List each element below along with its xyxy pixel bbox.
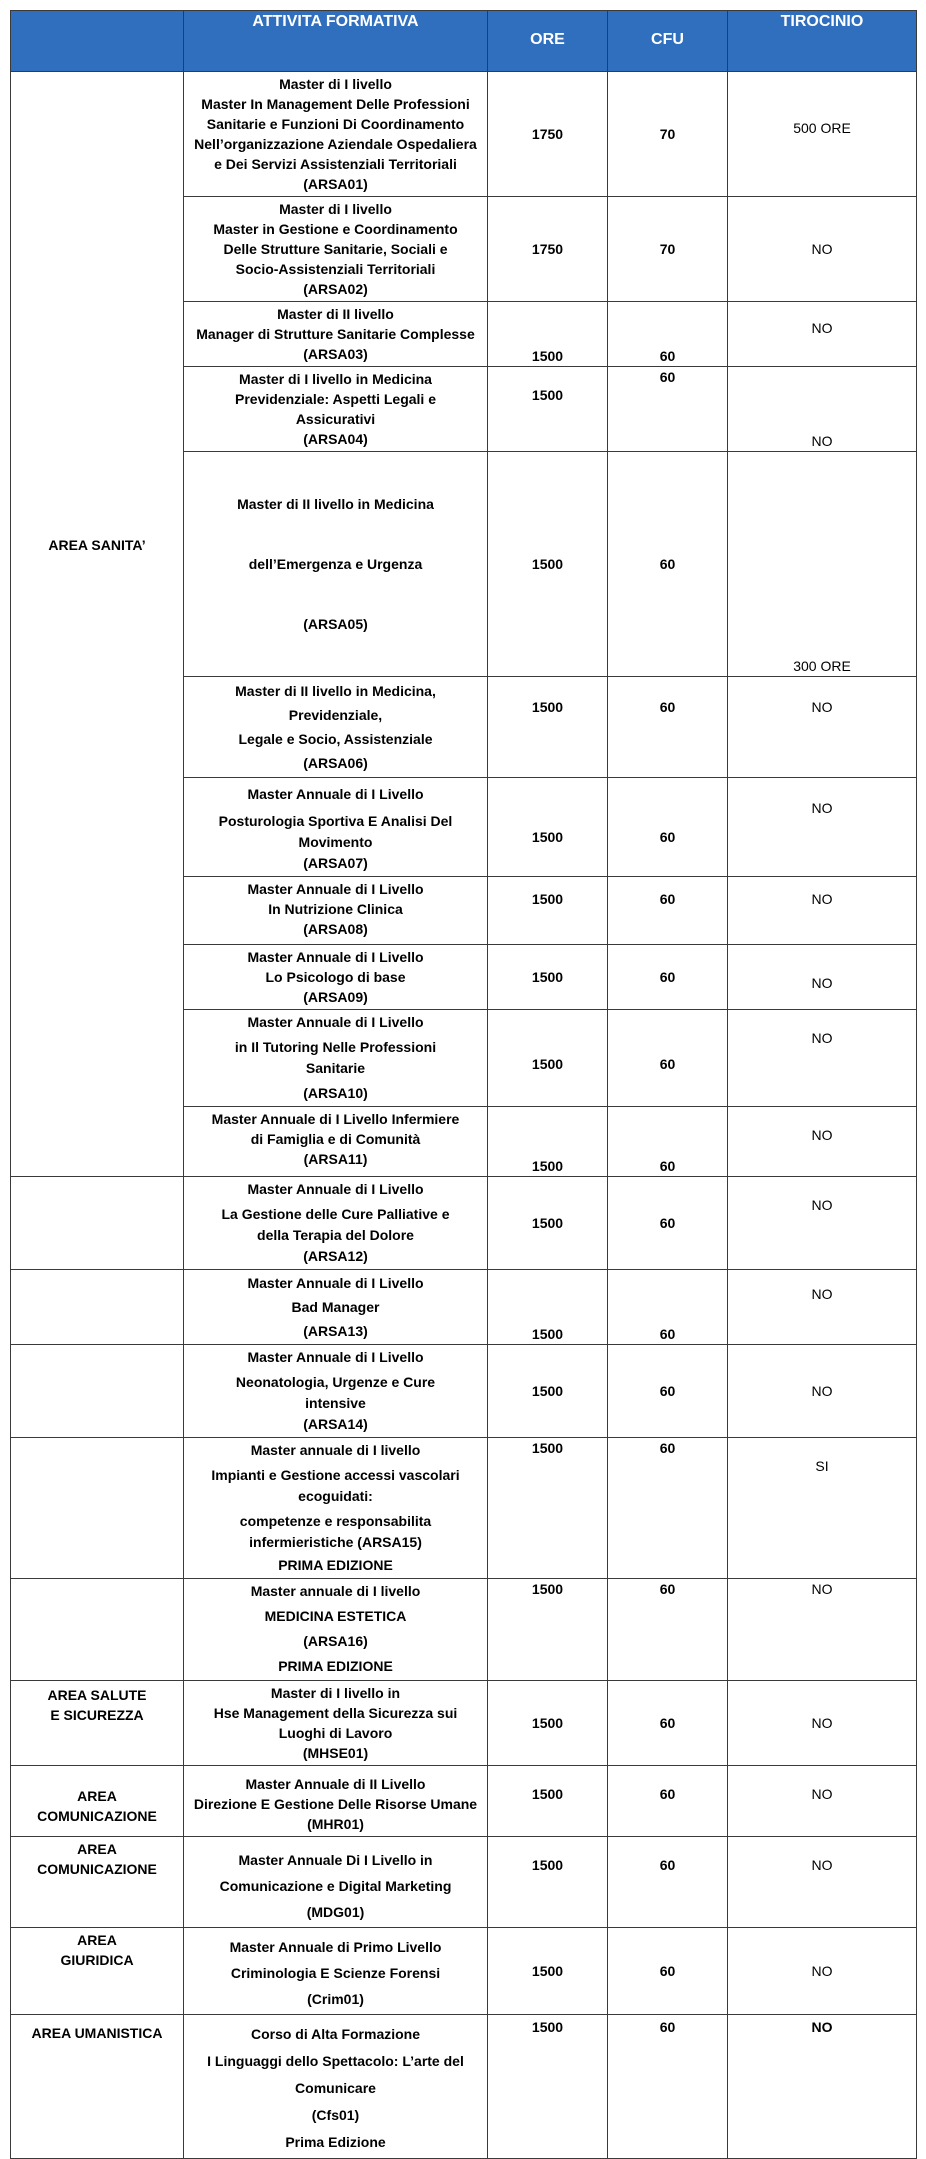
activity-cell: [184, 1579, 488, 1681]
activity-line: Master in Gestione e Coordinamento: [213, 221, 458, 237]
area-cell: [11, 1837, 184, 1928]
activity-line: Legale e Socio, Assistenziale: [238, 731, 433, 747]
activity-line: Manager di Strutture Sanitarie Complesse: [196, 326, 475, 342]
activity-line: Master Annuale di I Livello: [247, 1181, 424, 1197]
tirocinio-cell: NO: [728, 778, 917, 877]
area-cell: [11, 1579, 184, 1681]
activity-line: (MDG01): [306, 1904, 365, 1920]
cfu-cell: 60: [608, 1837, 728, 1928]
activity-cell: [184, 1837, 488, 1928]
ore-cell: 1500: [488, 1681, 608, 1766]
activity-line: Master Annuale di I Livello: [247, 1275, 424, 1291]
activity-line: Prima Edizione: [285, 2134, 386, 2150]
area-label: AREA COMUNICAZIONE: [37, 1788, 157, 1824]
activity-line: (MHSE01): [302, 1745, 369, 1761]
cfu-cell: 60: [608, 1010, 728, 1107]
ore-cell: 1500: [488, 1766, 608, 1837]
ore-cell: 1500: [488, 1837, 608, 1928]
tirocinio-cell: NO: [728, 877, 917, 945]
activity-line: PRIMA EDIZIONE: [278, 1658, 393, 1674]
activity-line: Master Annuale di I Livello: [247, 881, 424, 897]
tirocinio-cell: NO: [728, 2015, 917, 2159]
header-area: [11, 11, 184, 72]
activity-line: (ARSA03): [303, 346, 368, 362]
cfu-cell: 70: [608, 197, 728, 302]
activity-line: La Gestione delle Cure Palliative e: [221, 1206, 450, 1222]
area-cell: [11, 1270, 184, 1345]
ore-cell: 1500: [488, 945, 608, 1010]
tirocinio-cell: NO: [728, 1837, 917, 1928]
activity-line: Nell’organizzazione Aziendale Ospedaliera: [194, 136, 477, 152]
activity-line: dell’Emergenza e Urgenza: [248, 556, 423, 572]
ore-cell: 1500: [488, 1010, 608, 1107]
activity-line: Direzione E Gestione Delle Risorse Umane: [193, 1796, 478, 1812]
ore-cell: 1500: [488, 367, 608, 452]
table-row: [11, 1681, 917, 1766]
activity-line: (ARSA12): [303, 1248, 368, 1264]
tirocinio-cell: 300 ORE: [728, 452, 917, 677]
activity-cell: [184, 778, 488, 877]
activity-line: (ARSA02): [303, 281, 368, 297]
tirocinio-cell: NO: [728, 367, 917, 452]
activity-line: Impianti e Gestione accessi vascolari: [211, 1467, 460, 1483]
activity-cell: [184, 1681, 488, 1766]
activity-cell: [184, 1345, 488, 1438]
cfu-cell: 60: [608, 1579, 728, 1681]
table-row: [11, 1438, 917, 1579]
header-ore: ORE: [488, 11, 608, 72]
tirocinio-cell: NO: [728, 197, 917, 302]
activity-line: (MHR01): [307, 1816, 364, 1832]
cfu-cell: 60: [608, 1107, 728, 1177]
activity-line: (ARSA14): [303, 1416, 368, 1432]
cfu-cell: 60: [608, 945, 728, 1010]
activity-cell: [184, 1438, 488, 1579]
cfu-cell: 60: [608, 1177, 728, 1270]
activity-line: (ARSA11): [303, 1151, 368, 1167]
cfu-cell: 60: [608, 1766, 728, 1837]
activity-line: e Dei Servizi Assistenziali Territoriali: [214, 156, 457, 172]
area-label: AREA COMUNICAZIONE: [37, 1841, 157, 1877]
activity-cell: [184, 1010, 488, 1107]
table-row: [11, 1579, 917, 1681]
tirocinio-cell: NO: [728, 1107, 917, 1177]
ore-cell: 1500: [488, 778, 608, 877]
table-row: [11, 1345, 917, 1438]
activity-cell: [184, 1270, 488, 1345]
activity-line: Hse Management della Sicurezza sui: [213, 1705, 458, 1721]
activity-line: intensive: [305, 1395, 366, 1411]
cfu-cell: 60: [608, 1345, 728, 1438]
activity-line: Master Annuale di Primo Livello: [229, 1939, 442, 1955]
tirocinio-cell: NO: [728, 1928, 917, 2015]
area-cell: [11, 1438, 184, 1579]
tirocinio-cell: 500 ORE: [728, 72, 917, 197]
activity-line: Master annuale di I livello: [250, 1583, 421, 1599]
tirocinio-cell: NO: [728, 1579, 917, 1681]
activity-line: (ARSA16): [303, 1633, 368, 1649]
activity-line: (ARSA09): [303, 989, 368, 1005]
area-cell: [11, 1345, 184, 1438]
table-row: [11, 1928, 917, 2015]
activity-line: Lo Psicologo di base: [265, 969, 406, 985]
activity-cell: [184, 1177, 488, 1270]
activity-line: (ARSA13): [303, 1323, 368, 1339]
ore-cell: 1500: [488, 302, 608, 367]
cfu-cell: 60: [608, 1928, 728, 2015]
tirocinio-cell: SI: [728, 1438, 917, 1579]
activity-line: Posturologia Sportiva E Analisi Del: [218, 813, 453, 829]
table-row: [11, 1837, 917, 1928]
activity-line: (ARSA06): [303, 755, 368, 771]
activity-cell: [184, 677, 488, 778]
activity-line: (ARSA08): [303, 921, 368, 937]
tirocinio-cell: NO: [728, 1345, 917, 1438]
activity-line: Criminologia E Scienze Forensi: [230, 1965, 441, 1981]
activity-line: I Linguaggi dello Spettacolo: L’arte del: [207, 2053, 464, 2069]
activity-line: Master Annuale di I Livello Infermiere: [211, 1111, 460, 1127]
activity-line: (Cfs01): [311, 2107, 360, 2123]
activity-line: Master In Management Delle Professioni: [201, 96, 470, 112]
activity-line: della Terapia del Dolore: [257, 1227, 414, 1243]
cfu-cell: 60: [608, 1681, 728, 1766]
activity-line: di Famiglia e di Comunità: [250, 1131, 421, 1147]
activity-cell: [184, 1107, 488, 1177]
activity-line: Master di I livello: [279, 76, 392, 92]
tirocinio-cell: NO: [728, 677, 917, 778]
table-row: [11, 1766, 917, 1837]
table-row: [11, 1270, 917, 1345]
activity-line: Assicurativi: [295, 411, 376, 427]
activity-line: in Il Tutoring Nelle Professioni: [234, 1039, 437, 1055]
ore-cell: 1750: [488, 72, 608, 197]
area-cell: AREA UMANISTICA: [11, 2015, 184, 2159]
activity-line: In Nutrizione Clinica: [268, 901, 403, 917]
table-header: [11, 11, 917, 72]
activity-line: Luoghi di Lavoro: [278, 1725, 393, 1741]
area-cell: [11, 1766, 184, 1837]
activity-line: infermieristiche (ARSA15): [249, 1534, 422, 1550]
cfu-cell: 60: [608, 677, 728, 778]
header-activity: ATTIVITA FORMATIVA: [184, 11, 488, 72]
activity-line: Master Annuale Di I Livello in: [238, 1852, 433, 1868]
tirocinio-cell: NO: [728, 1681, 917, 1766]
activity-line: Neonatologia, Urgenze e Cure: [235, 1374, 436, 1390]
table-row: [11, 2015, 917, 2159]
header-row: [11, 11, 917, 72]
activity-line: Master di I livello in: [270, 1685, 401, 1701]
activity-line: Delle Strutture Sanitarie, Sociali e: [223, 241, 448, 257]
activity-line: Previdenziale: Aspetti Legali e: [235, 391, 436, 407]
area-cell: [11, 1177, 184, 1270]
table-body: [11, 72, 917, 2159]
ore-cell: 1500: [488, 1345, 608, 1438]
activity-cell: [184, 72, 488, 197]
ore-cell: 1500: [488, 1928, 608, 2015]
area-cell: [11, 1928, 184, 2015]
activity-cell: [184, 452, 488, 677]
ore-cell: 1500: [488, 452, 608, 677]
activity-line: Movimento: [298, 834, 373, 850]
ore-cell: 1500: [488, 877, 608, 945]
table-row: [11, 72, 917, 197]
activity-line: Comunicazione e Digital Marketing: [219, 1878, 452, 1894]
activity-cell: [184, 1928, 488, 2015]
tirocinio-cell: NO: [728, 302, 917, 367]
area-cell: [11, 1681, 184, 1766]
activity-line: Master di II livello in Medicina: [237, 496, 434, 512]
tirocinio-cell: NO: [728, 1177, 917, 1270]
activity-line: Master Annuale di I Livello: [247, 1349, 424, 1365]
activity-line: ecoguidati:: [298, 1488, 373, 1504]
activity-line: (ARSA10): [303, 1085, 368, 1101]
area-cell: AREA SANITA’: [11, 72, 184, 1177]
activity-cell: [184, 877, 488, 945]
ore-cell: 1750: [488, 197, 608, 302]
activity-cell: [184, 2015, 488, 2159]
cfu-cell: 60: [608, 2015, 728, 2159]
activity-line: Socio-Assistenziali Territoriali: [235, 261, 436, 277]
activity-line: Master Annuale di I Livello: [247, 1014, 424, 1030]
activity-line: (ARSA01): [303, 176, 368, 192]
activity-line: (ARSA07): [303, 855, 368, 871]
activity-line: Bad Manager: [291, 1299, 380, 1315]
ore-cell: 1500: [488, 1107, 608, 1177]
ore-cell: 1500: [488, 1177, 608, 1270]
activity-line: Master di I livello in Medicina: [239, 371, 432, 387]
courses-table: [10, 10, 917, 2159]
header-tirocinio: TIROCINIO: [728, 11, 917, 72]
tirocinio-cell: NO: [728, 1270, 917, 1345]
tirocinio-cell: NO: [728, 1010, 917, 1107]
header-cfu: CFU: [608, 11, 728, 72]
cfu-cell: 60: [608, 877, 728, 945]
ore-cell: 1500: [488, 1270, 608, 1345]
activity-line: Master Annuale di I Livello: [247, 949, 424, 965]
activity-line: Sanitarie: [305, 1060, 366, 1076]
cfu-cell: 70: [608, 72, 728, 197]
activity-line: Previdenziale,: [288, 707, 383, 723]
cfu-cell: 60: [608, 367, 728, 452]
activity-line: Master Annuale di I Livello: [247, 786, 424, 802]
activity-line: Corso di Alta Formazione: [250, 2026, 421, 2042]
activity-line: Master Annuale di II Livello: [245, 1776, 426, 1792]
activity-line: competenze e responsabilita: [239, 1513, 432, 1529]
tirocinio-cell: NO: [728, 1766, 917, 1837]
activity-line: Master di II livello: [277, 306, 394, 322]
ore-cell: 1500: [488, 1438, 608, 1579]
cfu-cell: 60: [608, 778, 728, 877]
activity-line: Comunicare: [295, 2080, 376, 2096]
activity-line: (ARSA05): [303, 616, 368, 632]
activity-cell: [184, 197, 488, 302]
activity-line: (ARSA04): [303, 431, 368, 447]
cfu-cell: 60: [608, 302, 728, 367]
ore-cell: 1500: [488, 677, 608, 778]
activity-cell: [184, 302, 488, 367]
cfu-cell: 60: [608, 452, 728, 677]
area-label: AREA GIURIDICA: [60, 1932, 134, 1968]
cfu-cell: 60: [608, 1438, 728, 1579]
cfu-cell: 60: [608, 1270, 728, 1345]
activity-line: MEDICINA ESTETICA: [264, 1608, 407, 1624]
activity-cell: [184, 367, 488, 452]
activity-line: PRIMA EDIZIONE: [278, 1557, 393, 1573]
activity-cell: [184, 945, 488, 1010]
tirocinio-cell: NO: [728, 945, 917, 1010]
activity-line: Sanitarie e Funzioni Di Coordinamento: [206, 116, 465, 132]
ore-cell: 1500: [488, 2015, 608, 2159]
activity-line: Master di I livello: [279, 201, 392, 217]
ore-cell: 1500: [488, 1579, 608, 1681]
activity-line: (Crim01): [307, 1991, 364, 2007]
activity-cell: [184, 1766, 488, 1837]
activity-line: Master annuale di I livello: [250, 1442, 421, 1458]
activity-line: Master di II livello in Medicina,: [235, 683, 436, 699]
table-row: [11, 1177, 917, 1270]
area-label: AREA SALUTE E SICUREZZA: [47, 1687, 147, 1723]
